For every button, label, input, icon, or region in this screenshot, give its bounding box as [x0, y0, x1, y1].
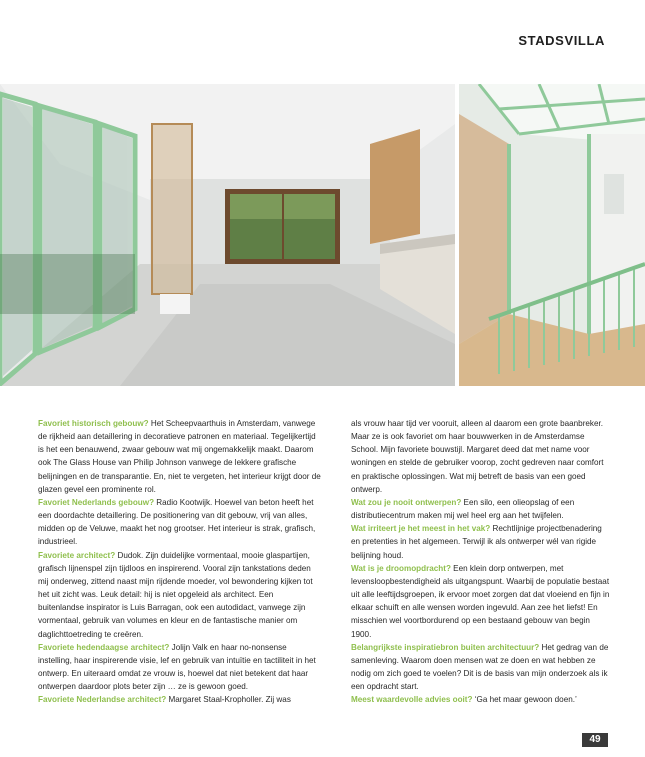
answer: Het gedrag van de samenleving. Waarom doen mensen wat ze doen en wat hebben ze nodig om zich goed te voelen? Dit is de basis van mijn onderzoek als ik een opdracht start. [351, 642, 609, 692]
text-column-left [38, 417, 321, 706]
answer: Dudok. Zijn duidelijke vormentaal, mooie glaspartijen, grafisch lijnenspel zijn tijdloos en inspirerend. Vooral zijn tankstations deden mij onderweg, zittend naast mijn rijdende moeder, vol bewondering kijken tot het uit zicht was. Leuk detail: hij is niet opgeleid als architect. Een buitenlandse inspirator is Luis Barragan, ook een autodidact, vanwege zijn vormentaal, gebruik van volumes en kleur en de fantastische manier om daglichttoetreding te creëren. [38, 550, 313, 639]
qa-item [351, 693, 611, 706]
question: Favoriete architect? [38, 550, 116, 560]
answer: ‘Ga het maar gewoon doen.’ [472, 695, 577, 705]
qa-item [38, 496, 321, 549]
qa-item [38, 417, 321, 496]
question: Belangrijkste inspiratiebron buiten architectuur? [351, 642, 540, 652]
question: Meest waardevolle advies ooit? [351, 695, 473, 705]
answer: Jolijn Valk en haar no-nonsense instelling, haar inspirerende visie, lef en gebruik van intuïtie en tactiliteit in het ontwerp. En uiteraard omdat ze vrouw is, hoewel dat niet betekent dat haar ontwerpen daardoor plots beter zijn … ze is gewoon goed. [38, 642, 316, 692]
photo-strip [0, 84, 645, 386]
answer: als vrouw haar tijd ver vooruit, alleen al daarom een grote baanbreker. Maar ze is ook favoriet om haar bouwwerken in de Amsterdamse School. Mijn favoriete bouwstijl. Margaret deed dat met name voor woningen en stelde de gebruiker voorop, zocht gedreven naar comfort en praktische oplossingen. Wat mij betreft de basis van een goed ontwerp. [351, 419, 604, 494]
answer: Het Scheepvaarthuis in Amsterdam, vanwege de rijkheid aan detaillering in decoratieve patronen en materiaal. Tegelijkertijd is het een benauwend, zwaar gebouw wat mij ongemakkelijk maakt. Daarom ook The Glass House van Philip Johnson vanwege de lekkere grafische belijningen en de transparantie. En, niet te vergeten, het interieur krijgt door de glazen gevel een prominente rol. [38, 419, 321, 494]
qa-item [351, 641, 611, 694]
question: Favoriete hedendaagse architect? [38, 642, 170, 652]
question: Wat is je droomopdracht? [351, 563, 451, 573]
question: Wat irriteert je het meest in het vak? [351, 524, 491, 534]
qa-item [38, 549, 321, 641]
question: Favoriet historisch gebouw? [38, 419, 149, 428]
qa-item [38, 641, 321, 694]
answer: Een silo, een olieopslag of een distributiecentrum maken mij wel heel erg aan het twijfelen. [351, 497, 575, 521]
qa-item [351, 417, 611, 496]
question: Favoriet Nederlands gebouw? [38, 497, 155, 507]
qa-item [38, 693, 321, 706]
interior-photo [0, 84, 455, 386]
qa-item [351, 496, 611, 522]
question: Wat zou je nooit ontwerpen? [351, 497, 462, 507]
qa-item [351, 562, 611, 641]
answer: Margaret Staal-Kropholler. Zij was [166, 695, 291, 705]
answer: Radio Kootwijk. Hoewel van beton heeft het een doordachte detaillering. De positionering van dit gebouw, vrij van alles, midden op de Veluwe, maakt het nog grootser. Het interieur is strak, grafisch, industrieel. [38, 497, 316, 547]
staircase-photo [459, 84, 645, 386]
qa-item [351, 522, 611, 561]
answer: Een klein dorp ontwerpen, met levensloopbestendigheid als uitgangspunt. Waarbij de populatie bestaat uit alle leeftijdsgroepen, ik ervoor moet zorgen dat dat vloeiend en fijn in elkaar schuift en alle wensen worden ingevuld. Aan zee het liefst! En misschien wel voortbordurend op een bestaand gebouw van begin 1900. [351, 563, 610, 639]
question: Favoriete Nederlandse architect? [38, 695, 167, 705]
section-label: STADSVILLA [518, 33, 605, 48]
answer: Rechtlijnige projectbenadering en pretenties in het algemeen. Terwijl ik als ontwerper wél van rigide belijning houd. [351, 524, 602, 560]
text-column-right [351, 417, 611, 706]
page-number: 49 [582, 733, 608, 747]
